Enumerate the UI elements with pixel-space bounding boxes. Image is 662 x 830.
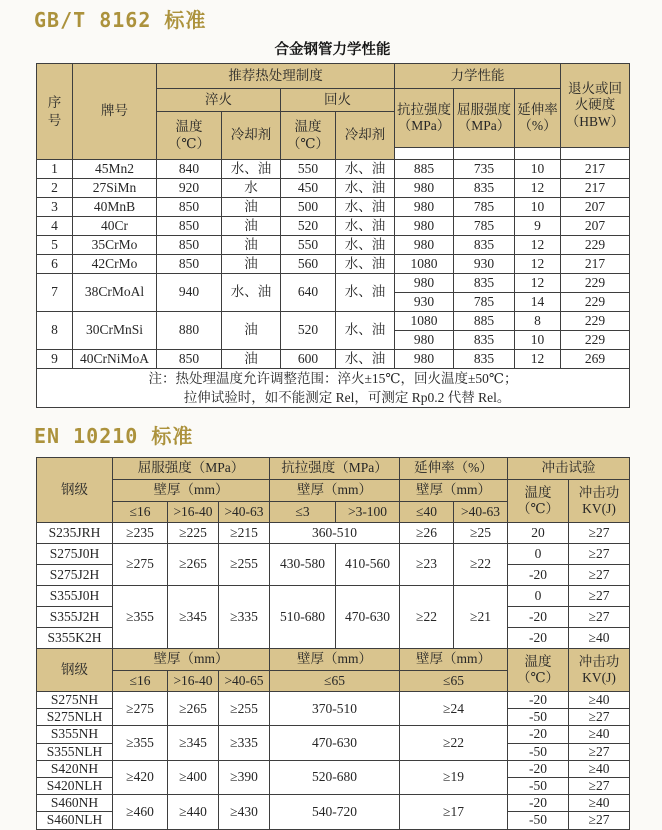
cell-impact-energy: ≥27	[569, 607, 630, 628]
cell-temperature: -20	[508, 607, 569, 628]
table-row	[37, 544, 630, 565]
t1-header-empty-cell	[515, 148, 561, 160]
cell-quench-coolant: 油	[222, 217, 281, 236]
cell-serial: 2	[37, 179, 73, 198]
cell-hardness: 217	[561, 179, 630, 198]
table-row	[37, 274, 630, 293]
t2-header-wall-thickness: 壁厚（mm）	[113, 480, 270, 502]
cell-quench-temp: 850	[157, 236, 222, 255]
cell-grade: S355J0H	[37, 586, 113, 607]
cell-yield: ≥255	[219, 692, 270, 726]
cell-temperature: -50	[508, 777, 569, 794]
cell-quench-temp: 940	[157, 274, 222, 312]
table-row	[37, 198, 630, 217]
t2-header-impact-test: 冲击试验	[508, 458, 630, 480]
cell-yield: ≥430	[219, 795, 270, 829]
t2-header-range: ≤40	[400, 502, 454, 523]
cell-tensile: 980	[395, 350, 454, 369]
table-row	[37, 795, 630, 812]
cell-temper-temp: 520	[281, 217, 336, 236]
cell-yield: ≥225	[168, 523, 219, 544]
cell-elongation: ≥26	[400, 523, 454, 544]
t2-header-elongation: 延伸率（%）	[400, 458, 508, 480]
t2-midheader-range: >16-40	[168, 671, 219, 692]
cell-quench-coolant: 油	[222, 236, 281, 255]
table-row	[37, 217, 630, 236]
cell-temper-coolant: 水、油	[336, 179, 395, 198]
cell-temper-temp: 550	[281, 236, 336, 255]
cell-grade: 35CrMo	[73, 236, 157, 255]
cell-yield: ≥255	[219, 544, 270, 586]
cell-yield: ≥265	[168, 692, 219, 726]
cell-tensile: 1080	[395, 255, 454, 274]
cell-impact-energy: ≥40	[569, 692, 630, 709]
cell-elongation: ≥24	[400, 692, 508, 726]
cell-yield: ≥355	[113, 586, 168, 649]
cell-elongation: ≥22	[400, 586, 454, 649]
cell-impact-energy: ≥27	[569, 777, 630, 794]
t1-header-quench-temp: 温度（℃）	[157, 112, 222, 160]
cell-hardness: 207	[561, 198, 630, 217]
cell-grade: S355J2H	[37, 607, 113, 628]
cell-temperature: 0	[508, 544, 569, 565]
cell-tensile: 1080	[395, 312, 454, 331]
t2-header-grade: 钢级	[37, 458, 113, 523]
cell-impact-energy: ≥40	[569, 795, 630, 812]
cell-serial: 6	[37, 255, 73, 274]
cell-hardness: 207	[561, 217, 630, 236]
cell-elongation: 10	[515, 198, 561, 217]
cell-elongation: 14	[515, 293, 561, 312]
cell-quench-temp: 850	[157, 198, 222, 217]
cell-impact-energy: ≥27	[569, 523, 630, 544]
cell-grade: 40CrNiMoA	[73, 350, 157, 369]
cell-temperature: -50	[508, 709, 569, 726]
table-row	[37, 726, 630, 743]
cell-tensile: 470-630	[270, 726, 400, 760]
t1-header-serial	[37, 64, 73, 160]
cell-elongation: 12	[515, 179, 561, 198]
table-row	[37, 760, 630, 777]
cell-tensile: 540-720	[270, 795, 400, 829]
cell-hardness: 217	[561, 255, 630, 274]
t1-header-yield: 屈服强度（MPa）	[454, 89, 515, 148]
t1-header-mechanical: 力学性能	[395, 64, 561, 89]
cell-grade: 40Cr	[73, 217, 157, 236]
cell-grade: S420NH	[37, 760, 113, 777]
cell-temper-coolant: 水、油	[336, 160, 395, 179]
cell-temper-temp: 500	[281, 198, 336, 217]
cell-hardness: 269	[561, 350, 630, 369]
cell-tensile: 370-510	[270, 692, 400, 726]
t1-header-heat-treatment: 推荐热处理制度	[157, 64, 395, 89]
cell-serial: 4	[37, 217, 73, 236]
cell-impact-energy: ≥40	[569, 628, 630, 649]
cell-temper-temp: 450	[281, 179, 336, 198]
cell-quench-coolant: 油	[222, 255, 281, 274]
t2-header-wall-thickness: 壁厚（mm）	[270, 480, 400, 502]
cell-quench-coolant: 油	[222, 312, 281, 350]
cell-impact-energy: ≥27	[569, 586, 630, 607]
t1-header-temper: 回火	[281, 89, 395, 112]
t2-header-wall-thickness: 壁厚（mm）	[400, 480, 508, 502]
cell-elongation: 8	[515, 312, 561, 331]
cell-quench-temp: 850	[157, 350, 222, 369]
cell-yield: ≥390	[219, 760, 270, 794]
cell-quench-coolant: 水、油	[222, 274, 281, 312]
cell-hardness: 229	[561, 331, 630, 350]
cell-yield: ≥400	[168, 760, 219, 794]
cell-yield: 835	[454, 236, 515, 255]
cell-tensile: 360-510	[270, 523, 400, 544]
cell-hardness: 217	[561, 160, 630, 179]
cell-tensile: 980	[395, 217, 454, 236]
cell-yield: ≥235	[113, 523, 168, 544]
table-row	[37, 255, 630, 274]
cell-yield: ≥335	[219, 726, 270, 760]
cell-impact-energy: ≥27	[569, 812, 630, 829]
cell-grade: 40MnB	[73, 198, 157, 217]
table-row	[37, 523, 630, 544]
cell-temper-coolant: 水、油	[336, 312, 395, 350]
cell-grade: 45Mn2	[73, 160, 157, 179]
cell-tensile: 980	[395, 179, 454, 198]
cell-tensile: 980	[395, 236, 454, 255]
table-row	[37, 160, 630, 179]
table-row	[37, 586, 630, 607]
cell-grade: S235JRH	[37, 523, 113, 544]
cell-quench-coolant: 水、油	[222, 160, 281, 179]
cell-serial: 9	[37, 350, 73, 369]
cell-elongation: 10	[515, 331, 561, 350]
cell-tensile: 410-560	[336, 544, 400, 586]
cell-yield: 785	[454, 293, 515, 312]
cell-yield: 735	[454, 160, 515, 179]
cell-tensile: 980	[395, 274, 454, 293]
t2-midheader-wall-thickness: 壁厚（mm）	[113, 649, 270, 671]
cell-hardness: 229	[561, 236, 630, 255]
cell-yield: 835	[454, 331, 515, 350]
cell-yield: ≥275	[113, 692, 168, 726]
t1-header-temper-coolant: 冷却剂	[336, 112, 395, 160]
cell-elongation: 9	[515, 217, 561, 236]
cell-temper-temp: 520	[281, 312, 336, 350]
cell-yield: 835	[454, 179, 515, 198]
note-line-2: 拉伸试验时，如不能测定 Rel，可测定 Rp0.2 代替 Rel。	[183, 390, 511, 405]
cell-yield: 835	[454, 274, 515, 293]
cell-yield: ≥355	[113, 726, 168, 760]
cell-tensile: 470-630	[336, 586, 400, 649]
t2-header-range: ≤16	[113, 502, 168, 523]
cell-impact-energy: ≥40	[569, 726, 630, 743]
cell-impact-energy: ≥27	[569, 709, 630, 726]
cell-yield: ≥345	[168, 586, 219, 649]
cell-yield: 785	[454, 217, 515, 236]
cell-elongation: 12	[515, 274, 561, 293]
t1-header-grade: 牌号	[73, 64, 157, 160]
cell-elongation: ≥25	[454, 523, 508, 544]
cell-grade: 27SiMn	[73, 179, 157, 198]
cell-elongation: 12	[515, 350, 561, 369]
cell-yield: 930	[454, 255, 515, 274]
t1-header-elongation: 延伸率（%）	[515, 89, 561, 148]
cell-serial: 8	[37, 312, 73, 350]
cell-elongation: 12	[515, 236, 561, 255]
cell-hardness: 229	[561, 312, 630, 331]
cell-tensile: 930	[395, 293, 454, 312]
cell-grade: S460NH	[37, 795, 113, 812]
standard-title-gbt8162: GB/T 8162 标准	[34, 8, 207, 32]
t1-header-tensile: 抗拉强度（MPa）	[395, 89, 454, 148]
cell-temper-coolant: 水、油	[336, 217, 395, 236]
table1-caption: 合金钢管力学性能	[274, 42, 391, 58]
cell-elongation: ≥22	[400, 726, 508, 760]
cell-quench-coolant: 油	[222, 350, 281, 369]
t1-header-temper-temp: 温度（℃）	[281, 112, 336, 160]
cell-grade: 38CrMoAl	[73, 274, 157, 312]
t1-header-empty-cell	[395, 148, 454, 160]
cell-yield: 785	[454, 198, 515, 217]
cell-yield: ≥275	[113, 544, 168, 586]
table-note-row	[37, 369, 630, 408]
t2-midheader-impact-energy: 冲击功 KV(J)	[569, 649, 630, 692]
cell-yield: ≥440	[168, 795, 219, 829]
cell-temperature: -20	[508, 726, 569, 743]
cell-grade: S420NLH	[37, 777, 113, 794]
cell-tensile: 885	[395, 160, 454, 179]
cell-temper-temp: 560	[281, 255, 336, 274]
cell-grade: S355NH	[37, 726, 113, 743]
cell-grade: S355NLH	[37, 743, 113, 760]
cell-tensile: 980	[395, 198, 454, 217]
cell-hardness: 229	[561, 293, 630, 312]
cell-temperature: -50	[508, 743, 569, 760]
note-line-1: 注：热处理温度允许调整范围：淬火±15℃，回火温度±50℃；	[148, 371, 518, 386]
table-gbt8162-mechanical-properties	[36, 63, 630, 408]
cell-temper-coolant: 水、油	[336, 274, 395, 312]
cell-yield: ≥420	[113, 760, 168, 794]
cell-quench-coolant: 油	[222, 198, 281, 217]
cell-impact-energy: ≥27	[569, 743, 630, 760]
cell-temper-coolant: 水、油	[336, 198, 395, 217]
table-row	[37, 350, 630, 369]
table-mid-header-row	[37, 649, 630, 671]
cell-tensile: 430-580	[270, 544, 336, 586]
t2-header-range: >3-100	[336, 502, 400, 523]
t1-header-quench: 淬火	[157, 89, 281, 112]
table-row	[37, 179, 630, 198]
cell-grade: S355K2H	[37, 628, 113, 649]
cell-quench-temp: 850	[157, 255, 222, 274]
cell-serial: 1	[37, 160, 73, 179]
table-note	[37, 369, 630, 408]
cell-elongation: 12	[515, 255, 561, 274]
t1-header-hardness: 退火或回火硬度（HBW）	[561, 64, 630, 148]
cell-temperature: -20	[508, 760, 569, 777]
table-row	[37, 236, 630, 255]
cell-yield: ≥335	[219, 586, 270, 649]
cell-quench-temp: 880	[157, 312, 222, 350]
cell-elongation: ≥17	[400, 795, 508, 829]
cell-temperature: 20	[508, 523, 569, 544]
t1-header-empty-cell	[561, 148, 630, 160]
standard-title-en10210: EN 10210 标准	[34, 424, 194, 448]
cell-temperature: -20	[508, 565, 569, 586]
cell-quench-coolant: 水	[222, 179, 281, 198]
t2-midheader-wall-thickness: 壁厚（mm）	[400, 649, 508, 671]
cell-yield: ≥265	[168, 544, 219, 586]
cell-yield: 885	[454, 312, 515, 331]
cell-temperature: -20	[508, 628, 569, 649]
cell-quench-temp: 920	[157, 179, 222, 198]
t2-midheader-temperature: 温度（℃）	[508, 649, 569, 692]
cell-grade: S275NH	[37, 692, 113, 709]
cell-elongation: ≥21	[454, 586, 508, 649]
cell-yield: ≥345	[168, 726, 219, 760]
cell-grade: 42CrMo	[73, 255, 157, 274]
cell-yield: ≥215	[219, 523, 270, 544]
cell-serial: 3	[37, 198, 73, 217]
t2-midheader-range: >40-65	[219, 671, 270, 692]
cell-temperature: 0	[508, 586, 569, 607]
cell-grade: S275NLH	[37, 709, 113, 726]
cell-elongation: ≥23	[400, 544, 454, 586]
cell-temperature: -20	[508, 795, 569, 812]
t2-header-impact-energy: 冲击功 KV(J)	[569, 480, 630, 523]
cell-temper-coolant: 水、油	[336, 236, 395, 255]
t2-header-yield: 屈服强度（MPa）	[113, 458, 270, 480]
t2-header-range: >16-40	[168, 502, 219, 523]
t2-header-temperature: 温度（℃）	[508, 480, 569, 523]
cell-temper-temp: 550	[281, 160, 336, 179]
cell-temper-coolant: 水、油	[336, 255, 395, 274]
cell-serial: 5	[37, 236, 73, 255]
cell-quench-temp: 850	[157, 217, 222, 236]
cell-yield: ≥460	[113, 795, 168, 829]
cell-temper-coolant: 水、油	[336, 350, 395, 369]
cell-grade: S275J2H	[37, 565, 113, 586]
cell-grade: S460NLH	[37, 812, 113, 829]
cell-temperature: -20	[508, 692, 569, 709]
t1-header-empty-cell	[454, 148, 515, 160]
cell-quench-temp: 840	[157, 160, 222, 179]
cell-yield: 835	[454, 350, 515, 369]
cell-serial: 7	[37, 274, 73, 312]
cell-impact-energy: ≥40	[569, 760, 630, 777]
t1-header-quench-coolant: 冷却剂	[222, 112, 281, 160]
cell-impact-energy: ≥27	[569, 544, 630, 565]
cell-temper-temp: 640	[281, 274, 336, 312]
t2-midheader-grade: 钢级	[37, 649, 113, 692]
cell-grade: S275J0H	[37, 544, 113, 565]
table-en10210-properties	[36, 457, 630, 830]
t2-midheader-range: ≤65	[270, 671, 400, 692]
t2-midheader-wall-thickness: 壁厚（mm）	[270, 649, 400, 671]
t2-header-range: >40-63	[219, 502, 270, 523]
cell-temperature: -50	[508, 812, 569, 829]
table-row	[37, 692, 630, 709]
table-row	[37, 312, 630, 331]
cell-elongation: 10	[515, 160, 561, 179]
t1-header-serial-label: 序号	[47, 94, 62, 128]
cell-temper-temp: 600	[281, 350, 336, 369]
cell-elongation: ≥19	[400, 760, 508, 794]
cell-elongation: ≥22	[454, 544, 508, 586]
t2-header-range: ≤3	[270, 502, 336, 523]
t2-header-range: >40-63	[454, 502, 508, 523]
t2-header-tensile: 抗拉强度（MPa）	[270, 458, 400, 480]
cell-tensile: 520-680	[270, 760, 400, 794]
cell-tensile: 980	[395, 331, 454, 350]
cell-grade: 30CrMnSi	[73, 312, 157, 350]
cell-tensile: 510-680	[270, 586, 336, 649]
cell-impact-energy: ≥27	[569, 565, 630, 586]
t2-midheader-range: ≤16	[113, 671, 168, 692]
t2-midheader-range: ≤65	[400, 671, 508, 692]
cell-hardness: 229	[561, 274, 630, 293]
